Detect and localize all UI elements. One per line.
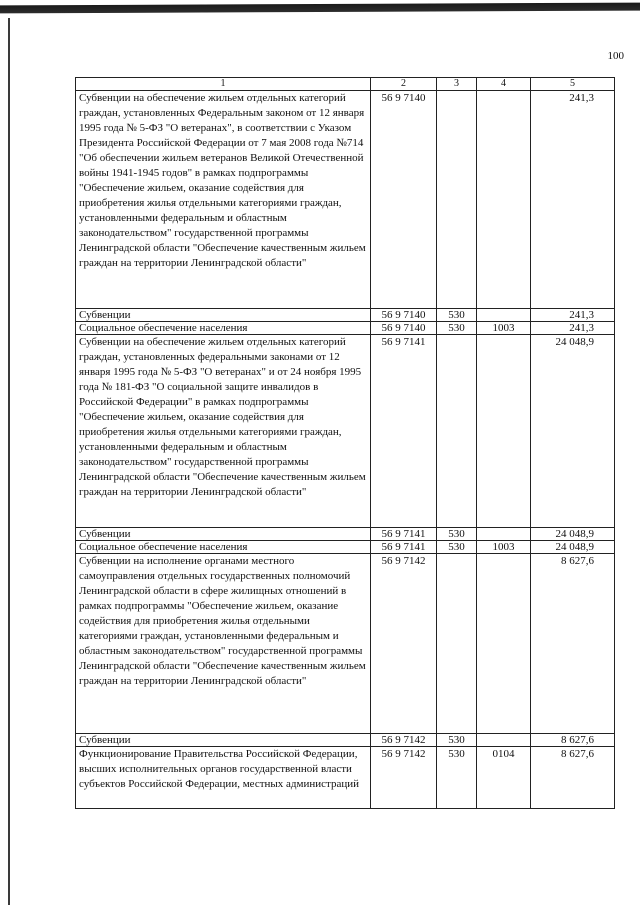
row-type xyxy=(437,335,477,528)
row-code: 56 9 7140 xyxy=(371,91,437,309)
row-section xyxy=(477,734,531,747)
header-col-2: 2 xyxy=(371,78,437,91)
row-code: 56 9 7141 xyxy=(371,541,437,554)
row-code: 56 9 7142 xyxy=(371,747,437,809)
row-name: Субвенции xyxy=(76,309,371,322)
row-type xyxy=(437,554,477,734)
row-section xyxy=(477,335,531,528)
table-row xyxy=(76,322,615,335)
row-code: 56 9 7140 xyxy=(371,322,437,335)
table-row xyxy=(76,335,615,528)
row-name: Функционирование Правительства Российской Федерации, высших исполнительных органов государственной власти субъектов Российской Федерации, местных администраций xyxy=(76,747,371,809)
row-amount: 24 048,9 xyxy=(531,541,615,554)
row-type: 530 xyxy=(437,528,477,541)
row-name: Субвенции xyxy=(76,528,371,541)
row-section xyxy=(477,554,531,734)
table-row xyxy=(76,541,615,554)
row-type: 530 xyxy=(437,734,477,747)
row-type: 530 xyxy=(437,322,477,335)
table-row xyxy=(76,747,615,809)
row-name: Субвенции xyxy=(76,734,371,747)
row-code: 56 9 7142 xyxy=(371,734,437,747)
row-name: Субвенции на обеспечение жильем отдельных категорий граждан, установленных Федеральным законом от 12 января 1995 года № 5-ФЗ "О ветеранах", в соответствии с Указом Президента Российской Федерации от 7 мая 2008 года №714 "Об обеспечении жильем ветеранов Великой Отечественной войны 1941-1945 годов" в рамках подпрограммы "Обеспечение жильем, оказание содействия для приобретения жилья отдельными категориями граждан, установленными федеральным и областным законодательством" государственной программы Ленинградской области "Обеспечение качественным жильем граждан на территории Ленинградской области" xyxy=(76,91,371,309)
scan-left-edge xyxy=(8,18,10,905)
row-section: 0104 xyxy=(477,747,531,809)
row-name: Субвенции на обеспечение жильем отдельных категорий граждан, установленных федеральными законами от 12 января 1995 года № 5-ФЗ "О ветеранах" и от 24 ноября 1995 года № 181-ФЗ "О социальной защите инвалидов в Российской Федерации" в рамках подпрограммы "Обеспечение жильем, оказание содействия для приобретения жилья отдельными категориями граждан, установленными федеральным и областным законодательством" государственной программы Ленинградской области "Обеспечение качественным жильем граждан на территории Ленинградской области" xyxy=(76,335,371,528)
row-section: 1003 xyxy=(477,322,531,335)
row-code: 56 9 7140 xyxy=(371,309,437,322)
page-number: 100 xyxy=(607,50,624,62)
table-header-row xyxy=(76,78,615,91)
table-row xyxy=(76,734,615,747)
row-amount: 24 048,9 xyxy=(531,335,615,528)
row-code: 56 9 7142 xyxy=(371,554,437,734)
row-section xyxy=(477,309,531,322)
scan-top-border xyxy=(0,3,640,14)
row-code: 56 9 7141 xyxy=(371,335,437,528)
table-row xyxy=(76,554,615,734)
table-row xyxy=(76,309,615,322)
row-amount: 8 627,6 xyxy=(531,734,615,747)
header-col-4: 4 xyxy=(477,78,531,91)
header-col-5: 5 xyxy=(531,78,615,91)
row-amount: 24 048,9 xyxy=(531,528,615,541)
row-name: Субвенции на исполнение органами местного самоуправления отдельных государственных полномочий Ленинградской области в сфере жилищных отношений в рамках подпрограммы "Обеспечение жильем, оказание содействия для приобретения жилья отдельными категориями граждан, установленными федеральным и областным законодательством" государственной программы Ленинградской области "Обеспечение качественным жильем граждан на территории Ленинградской области" xyxy=(76,554,371,734)
row-amount: 241,3 xyxy=(531,91,615,309)
row-type: 530 xyxy=(437,541,477,554)
row-amount: 241,3 xyxy=(531,322,615,335)
row-type xyxy=(437,91,477,309)
budget-table xyxy=(75,77,615,809)
header-col-3: 3 xyxy=(437,78,477,91)
row-amount: 241,3 xyxy=(531,309,615,322)
row-type: 530 xyxy=(437,747,477,809)
header-col-1: 1 xyxy=(76,78,371,91)
row-name: Социальное обеспечение населения xyxy=(76,541,371,554)
table-row xyxy=(76,528,615,541)
table-row xyxy=(76,91,615,309)
row-section xyxy=(477,91,531,309)
row-amount: 8 627,6 xyxy=(531,554,615,734)
row-section: 1003 xyxy=(477,541,531,554)
row-type: 530 xyxy=(437,309,477,322)
row-code: 56 9 7141 xyxy=(371,528,437,541)
row-amount: 8 627,6 xyxy=(531,747,615,809)
row-section xyxy=(477,528,531,541)
row-name: Социальное обеспечение населения xyxy=(76,322,371,335)
